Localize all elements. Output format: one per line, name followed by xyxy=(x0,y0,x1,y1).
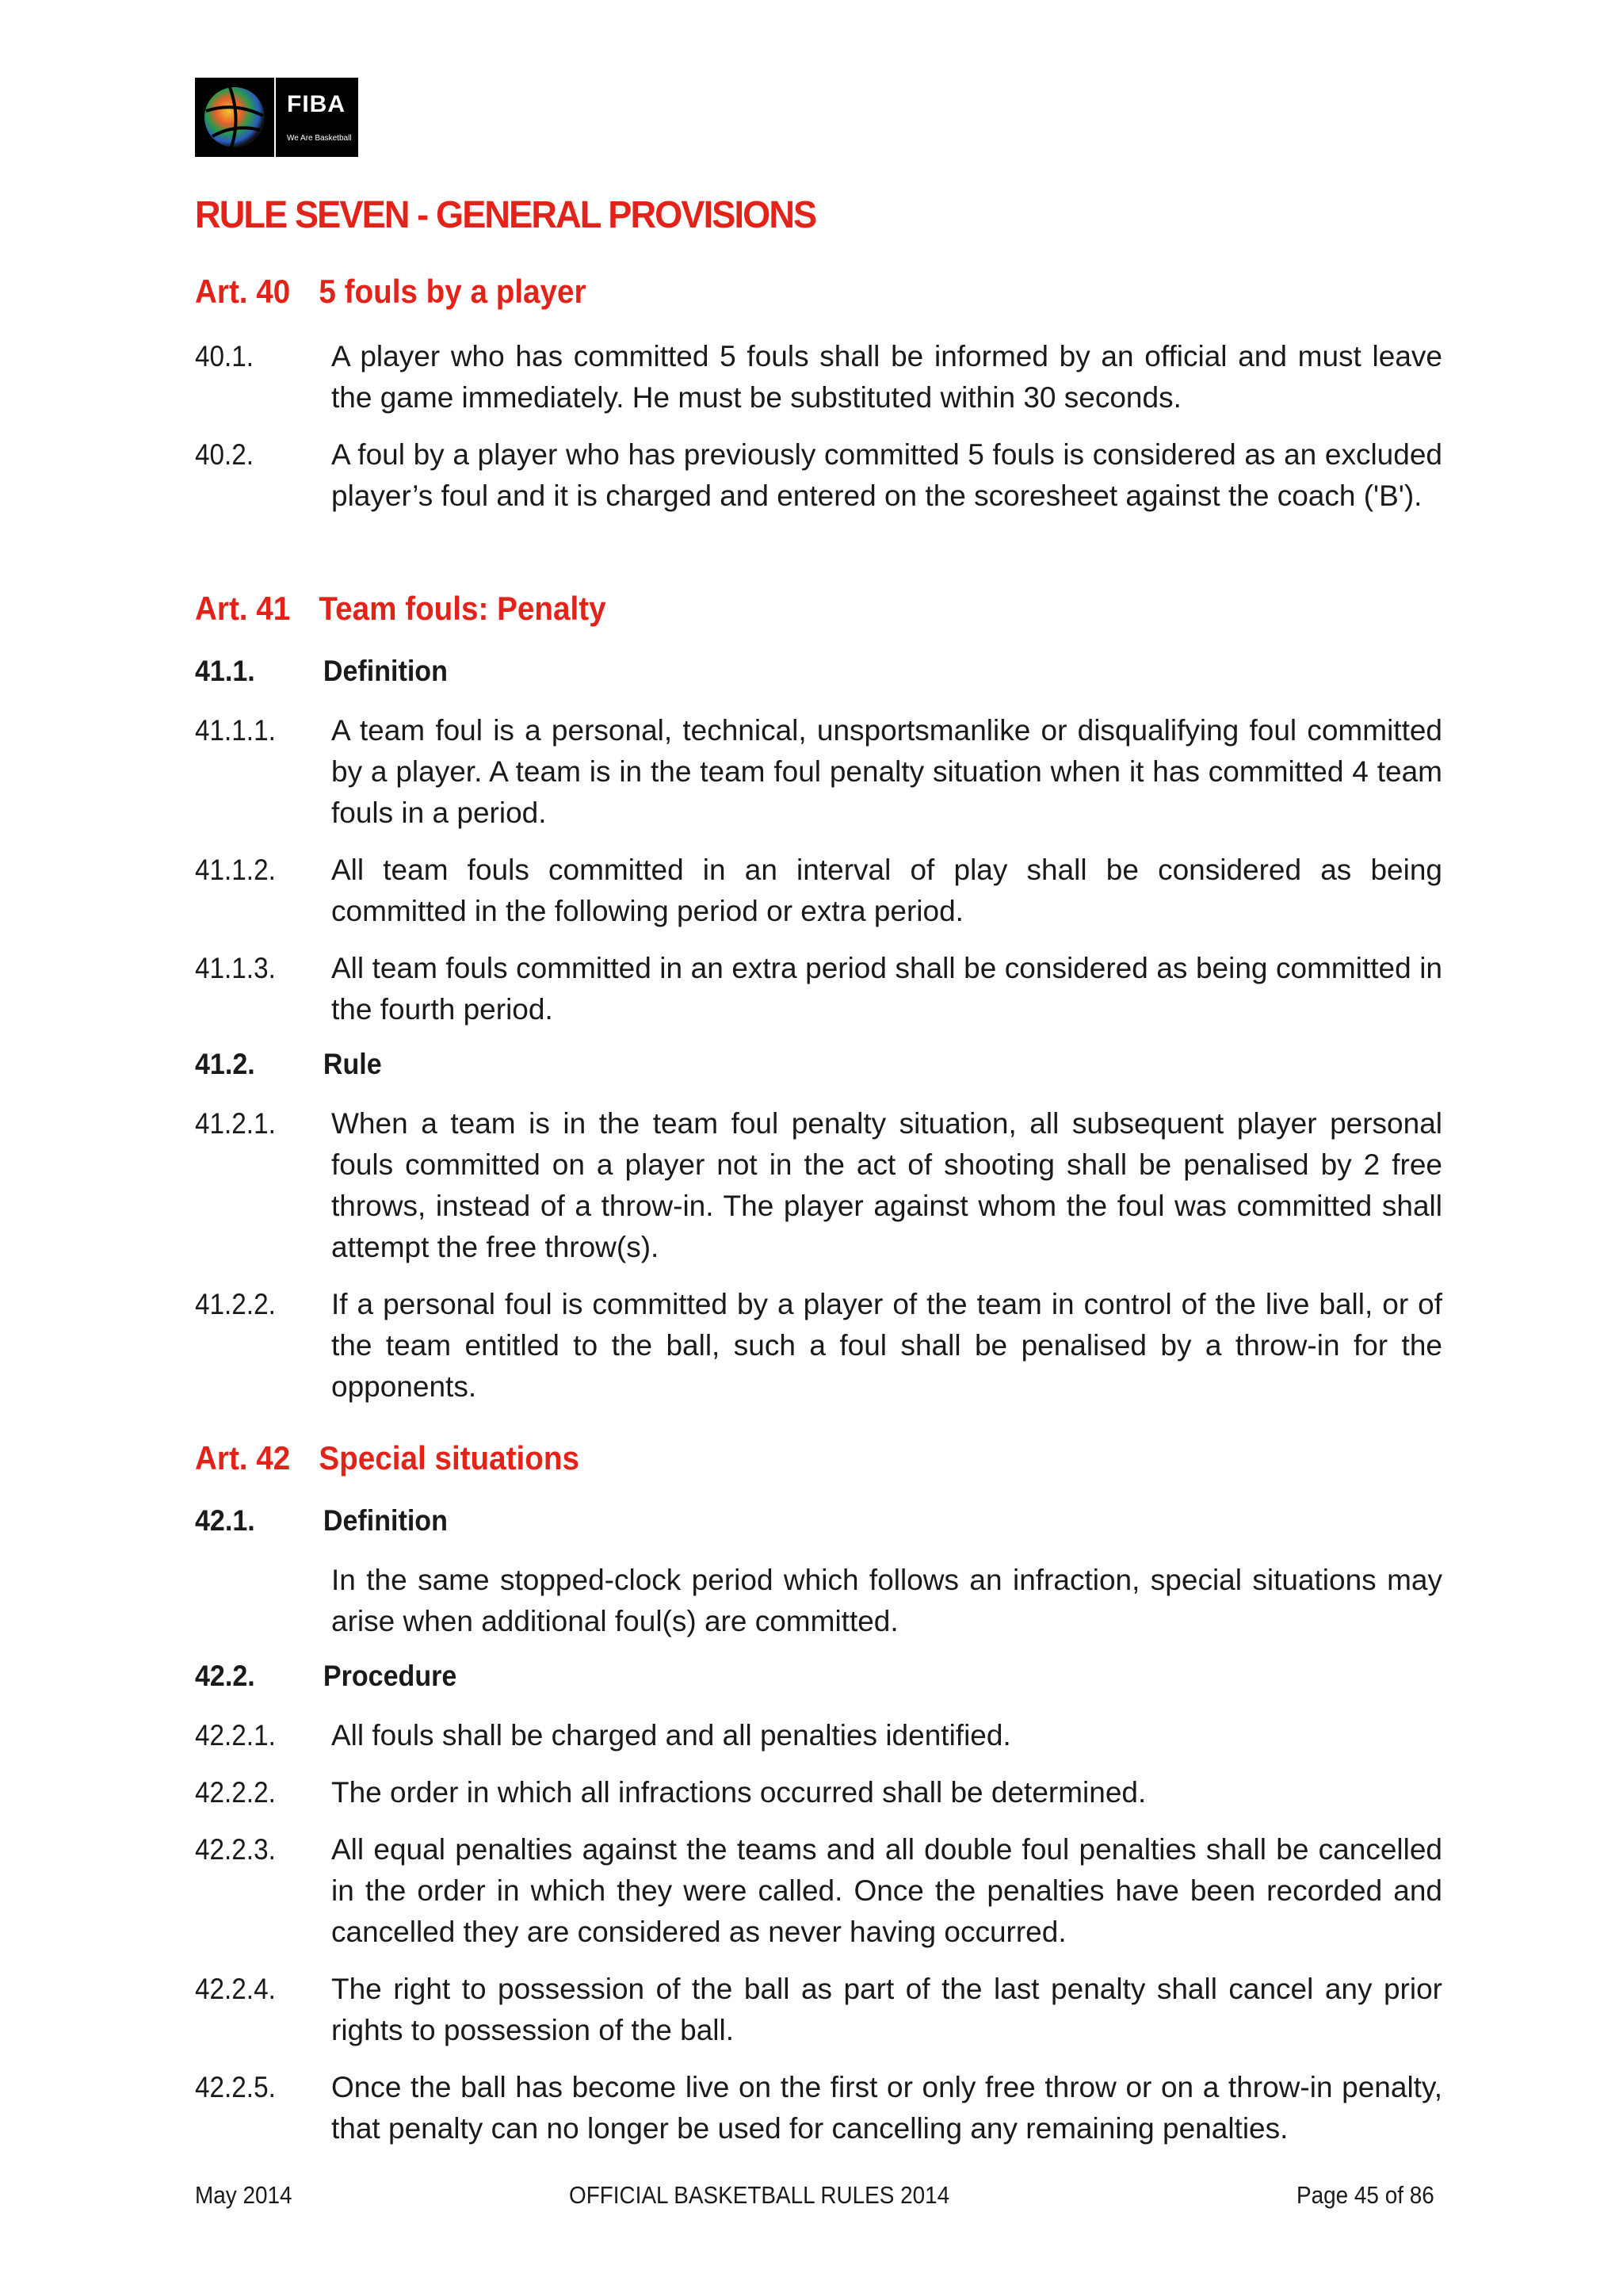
paragraph-text: In the same stopped-clock period which follows an infraction, special situations may arise when additional foul(s) are committed. xyxy=(331,1564,1442,1637)
fiba-logo xyxy=(195,78,358,157)
paragraph-41-1-3 xyxy=(195,948,1442,1030)
paragraph-41-2-1 xyxy=(195,1103,1442,1268)
rule-title: RULE SEVEN - GENERAL PROVISIONS xyxy=(195,194,816,236)
paragraph-number: 40.1. xyxy=(195,340,254,372)
subsection-title: Rule xyxy=(323,1048,382,1080)
article-number: Art. 42 xyxy=(195,1439,291,1477)
paragraph-42-2-1 xyxy=(195,1715,1442,1756)
paragraph-text: All fouls shall be charged and all penalties identified. xyxy=(331,1719,1011,1752)
article-number: Art. 41 xyxy=(195,590,291,627)
footer-date: May 2014 xyxy=(195,2181,292,2209)
paragraph-number: 42.2.3. xyxy=(195,1833,276,1866)
paragraph-42-2-2 xyxy=(195,1772,1442,1813)
subsection-number: 41.1. xyxy=(195,655,255,687)
subsection-41-1 xyxy=(195,655,448,688)
subsection-42-1 xyxy=(195,1504,448,1538)
paragraph-number: 41.1.2. xyxy=(195,854,276,886)
basketball-logo-icon xyxy=(195,78,274,157)
paragraph-text: A player who has committed 5 fouls shall be informed by an official and must leave the game immediately. He must be substituted within 30 seconds. xyxy=(331,340,1442,414)
paragraph-text: Once the ball has become live on the first or only free throw or on a throw-in penalty, that penalty can no longer be used for cancelling any remaining penalties. xyxy=(331,2071,1442,2145)
fiba-wordmark: FIBA xyxy=(287,90,346,117)
subsection-title: Definition xyxy=(323,655,448,687)
paragraph-text: All team fouls committed in an extra period shall be considered as being committed in the fourth period. xyxy=(331,952,1442,1026)
subsection-42-2 xyxy=(195,1660,456,1693)
paragraph-text: All equal penalties against the teams and all double foul penalties shall be cancelled in the order in which they were called. Once the penalties have been recorded and cancelled they are considered as never having occurred. xyxy=(331,1833,1442,1948)
paragraph-text: A foul by a player who has previously committed 5 fouls is considered as an excluded player’s foul and it is charged and entered on the scoresheet against the coach ('B'). xyxy=(331,438,1442,512)
paragraph-number: 42.2.2. xyxy=(195,1776,276,1809)
paragraph-number: 42.2.1. xyxy=(195,1719,276,1752)
footer-page-number: Page 45 of 86 xyxy=(1296,2181,1434,2209)
paragraph-number: 40.2. xyxy=(195,438,254,471)
subsection-number: 41.2. xyxy=(195,1048,255,1080)
article-number: Art. 40 xyxy=(195,273,291,310)
article-heading-41 xyxy=(195,590,606,628)
paragraph-42-2-5 xyxy=(195,2067,1442,2149)
article-title: 5 fouls by a player xyxy=(319,273,586,310)
paragraph-text: When a team is in the team foul penalty situation, all subsequent player personal fouls committed on a player not in the act of shooting shall be penalised by 2 free throws, instead of a throw-in. The player against whom the foul was committed shall attempt the free throw(s). xyxy=(331,1107,1442,1263)
subsection-41-2 xyxy=(195,1048,382,1081)
paragraph-number: 41.1.3. xyxy=(195,952,276,984)
paragraph-number: 42.2.5. xyxy=(195,2071,276,2103)
paragraph-text: If a personal foul is committed by a player of the team in control of the live ball, or of the team entitled to the ball, such a foul shall be penalised by a throw-in for the opponents. xyxy=(331,1288,1442,1403)
paragraph-text: The right to possession of the ball as part of the last penalty shall cancel any prior rights to possession of the ball. xyxy=(331,1973,1442,2046)
paragraph-42-2-3 xyxy=(195,1829,1442,1953)
paragraph-42-2-4 xyxy=(195,1969,1442,2051)
paragraph-40-2 xyxy=(195,434,1442,517)
subsection-title: Procedure xyxy=(323,1660,457,1692)
paragraph-41-1-2 xyxy=(195,850,1442,932)
subsection-title: Definition xyxy=(323,1504,448,1537)
article-title: Special situations xyxy=(319,1439,579,1477)
paragraph-41-1-1 xyxy=(195,710,1442,834)
paragraph-number: 42.2.4. xyxy=(195,1973,276,2005)
paragraph-40-1 xyxy=(195,336,1442,418)
paragraph-41-2-2 xyxy=(195,1284,1442,1408)
article-heading-40 xyxy=(195,273,586,311)
article-title: Team fouls: Penalty xyxy=(319,590,606,627)
paragraph-text: All team fouls committed in an interval of play shall be considered as being committed in the following period or extra period. xyxy=(331,854,1442,927)
paragraph-number: 41.1.1. xyxy=(195,714,276,747)
paragraph-text: The order in which all infractions occurred shall be determined. xyxy=(331,1776,1147,1809)
subsection-number: 42.1. xyxy=(195,1504,255,1537)
subsection-number: 42.2. xyxy=(195,1660,255,1692)
paragraph-text: A team foul is a personal, technical, unsportsmanlike or disqualifying foul committed by a player. A team is in the team foul penalty situation when it has committed 4 team fouls in a period. xyxy=(331,714,1442,829)
paragraph-number: 41.2.1. xyxy=(195,1107,276,1140)
paragraph-number: 41.2.2. xyxy=(195,1288,276,1320)
footer-title: OFFICIAL BASKETBALL RULES 2014 xyxy=(569,2181,950,2209)
article-heading-42 xyxy=(195,1439,579,1477)
fiba-tagline: We Are Basketball xyxy=(287,133,352,143)
paragraph-42-1 xyxy=(195,1560,1442,1642)
